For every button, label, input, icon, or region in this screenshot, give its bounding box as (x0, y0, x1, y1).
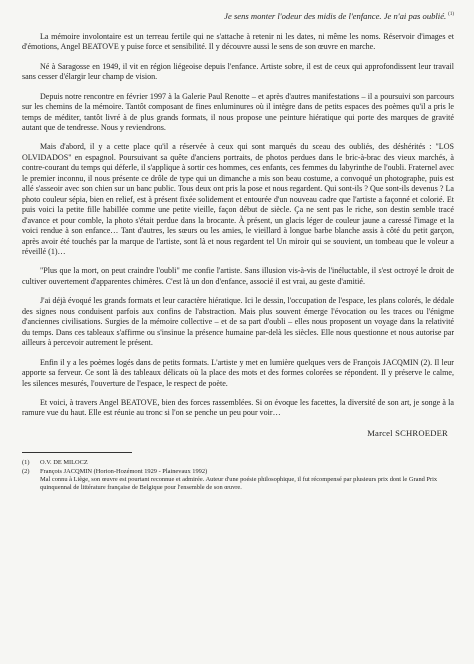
article-body (22, 32, 454, 419)
footnote-1 (22, 459, 454, 467)
footnote-2 (22, 468, 454, 492)
footnote-divider (22, 452, 132, 453)
epigraph-text: Je sens monter l'odeur des midis de l'enfance. Je n'ai pas oublié. (224, 10, 447, 21)
paragraph-6: J'ai déjà évoqué les grands formats et leur caractère hiératique. Ici le dessin, l'occupation de l'espace, les plans colorés, le dédale des signes nous conduisent parfois aux confins de l'abstraction. Mais plus souvent émerge l'évocation ou les traces ou l'énigme d'anciennes civilisations. Surgies de la mémoire collective – et de sa part d'oubli – elles nous proposent un voyage dans la relativité du temps. Dans ces tableaux s'affirme ou s'insinue la présence humaine par-delà les siècles. Elle nous questionne et nous autorise par ailleurs à percevoir autrement le présent. (22, 296, 454, 348)
footnote-body (40, 468, 454, 492)
footnote-text: O.V. DE MILOCZ (40, 458, 88, 466)
paragraph-7: Enfin il y a les poèmes logés dans de petits formats. L'artiste y met en lumière quelques vers de François JACQMIN (2). Il leur apporte sa ferveur. Ce sont là des tableaux délicats où la place des mots et des formes colorées se répondent. Il y préserve le calme, les silences mesurés, l'ouverture de l'espace, le respect de poète. (22, 357, 454, 388)
footnote-number: (2) (22, 467, 30, 475)
epigraph (22, 10, 454, 21)
footnote-body (40, 459, 454, 467)
paragraph-4: Mais d'abord, il y a cette place qu'il a réservée à ceux qui sont marqués du sceau des oubliés, des déshérités : "LOS OLVIDADOS" en espagnol. Poursuivant sa quête d'anciens portraits, de photos perdues dans le bric-à-brac des vieux marchés, à contre-courant du temps qui déferle, il s'applique à sortir ces hommes, ces enfants, ces femmes du labyrinthe de l'oubli. Fraternel avec le premier inconnu, il nous présente ce drôle de type qui un dimanche a mis son beau costume, a convoqué un photographe, puis est allé s'asseoir avec son chien sur un banc public. Tous deux ont pris la pose et nous regardent. Qui sont-ils ? Que sont-ils devenus ? La photo couleur sépia, bien en relief, est à présent fixée solidement et entourée d'un nouveau cadre que l'artiste a façonné et colorié. Et puis voici la petite fille habillée comme une petite vieille, façon début de siècle. Ça ne sent pas le riche, son destin semble tracé d'avance et pour comble, la photo s'était perdue dans la brocante. À présent, un glacis léger de couleur jaune a caressé l'image et la voici rendue à son enfance… Tant d'autres, les sœurs ou les amies, le vieillard à longue barbe blanche assis à côté du petit garçon, après avoir été touchés par la marque de l'artiste, sont là et nous regardent tel Un miroir qui se souvient, un tombeau que le voleur a réveillé (1)… (22, 142, 454, 257)
author-signature: Marcel SCHROEDER (367, 427, 448, 438)
epigraph-ref: (1) (448, 12, 454, 17)
paragraph-8: Et voici, à travers Angel BEATOVE, bien des forces rassemblées. Si on évoque les facettes, la diversité de son art, je songe à la ramure vue du haut. Elle est réunie au tronc si l'on se penche un peu pour voir… (22, 398, 454, 418)
paragraph-5: "Plus que la mort, on peut craindre l'oubli" me confie l'artiste. Sans illusion vis-à-vis de l'inéluctable, il s'est octroyé le droit de cultiver ouvertement d'apparentes chimères. C'est là un don d'enfance, associé il est vrai, au geste d'amitié. (22, 266, 454, 286)
paragraph-3: Depuis notre rencontre en février 1997 à la Galerie Paul Renotte – et après d'autres manifestations – il a poursuivi son parcours sur les chemins de la mémoire. Tantôt composant de fines enluminures où il intègre dans de petits espaces des poèmes qu'il a pris le temps de méditer, tantôt livré à de plus grands formats, il nous propose une peinture hiératique qui porte des marques de gravité autant que de tendresse. Nous y reviendrons. (22, 91, 454, 133)
footnotes (22, 459, 454, 492)
footnote-text: François JACQMIN (Horion-Hozémont 1929 - Plainevaux 1992) (40, 467, 208, 475)
paragraph-2: Né à Saragosse en 1949, il vit en région liégeoise depuis l'enfance. Artiste sobre, il est de ceux qui approfondissent leur travail sans cesser d'élargir leur champ de vision. (22, 61, 454, 82)
footnote-text: Mal connu à Liège, son œuvre est pourtant reconnue et admirée. Auteur d'une poésie philosophique, il fut récompensé par plusieurs prix dont le Grand Prix quinquennal de littérature française de Belgique pour l'ensemble de son œuvre. (40, 475, 438, 491)
footnote-number: (1) (22, 458, 30, 466)
paragraph-1: La mémoire involontaire est un terreau fertile qui ne s'attache à retenir ni les dates, ni même les noms. Réservoir d'images et d'émotions, Angel BEATOVE y puise force et sensibilité. Il y découvre aussi le sens de son œuvre en marche. (22, 31, 454, 52)
